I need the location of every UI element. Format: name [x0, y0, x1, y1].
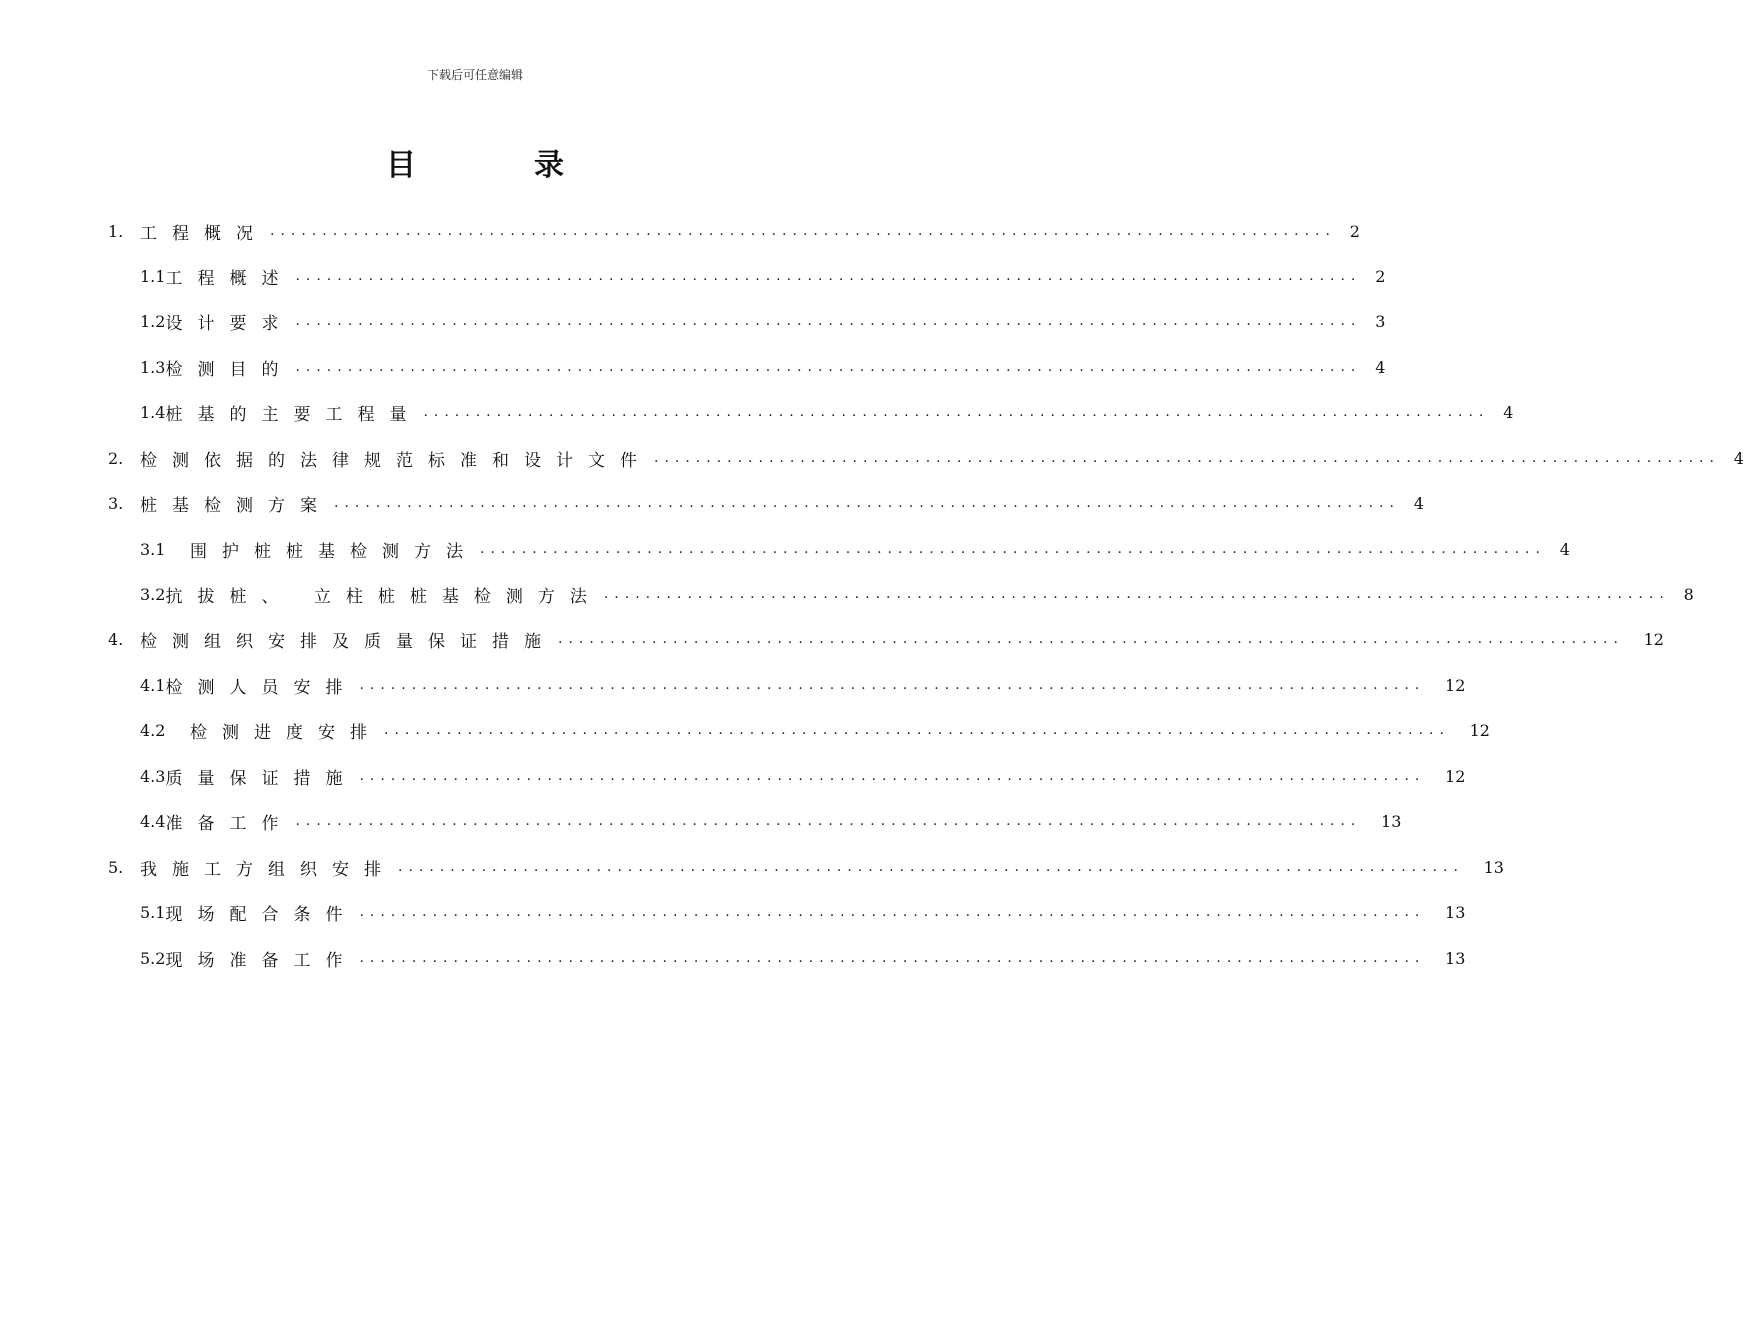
- toc-entry[interactable]: [140, 943, 1466, 973]
- toc-entry-number: 5.2: [140, 948, 166, 968]
- toc-entry-number: 5.: [108, 857, 124, 877]
- toc-entry-page: 12: [1445, 675, 1466, 695]
- toc-entry[interactable]: [140, 397, 1514, 427]
- toc-entry-leader: ......................................................................................................: [295, 313, 1362, 329]
- toc-entry-leader: ......................................................................................................: [359, 950, 1426, 966]
- toc-entry-number: 4.3: [140, 766, 166, 786]
- toc-entry[interactable]: [108, 216, 1360, 246]
- toc-entry-leader: ......................................................................................................: [480, 541, 1546, 557]
- toc-entry-leader: ......................................................................................................: [295, 359, 1362, 375]
- toc-entry-number: 5.1: [140, 902, 166, 922]
- toc-entry-leader: ......................................................................................................: [295, 813, 1362, 829]
- toc-entry[interactable]: [140, 579, 1694, 609]
- toc-entry-page: 13: [1483, 857, 1504, 877]
- toc-entry[interactable]: [108, 852, 1504, 882]
- toc-entry-page: 13: [1445, 948, 1466, 968]
- toc-entry-number: 1.3: [140, 357, 166, 377]
- toc-entry-number: 4.4: [140, 811, 166, 831]
- toc-entry-page: 4: [1559, 539, 1570, 559]
- toc-entry-title: 检测目的: [165, 359, 294, 380]
- toc-entry-title: 检测依据的法律规范标准和设计文件: [140, 450, 652, 471]
- toc-entry-leader: ......................................................................................................: [558, 631, 1624, 647]
- toc-entry-page: 4: [1503, 402, 1514, 422]
- toc-entry-number: 3.1: [140, 539, 166, 559]
- toc-entry-number: 3.2: [140, 584, 166, 604]
- toc-entry-leader: ......................................................................................................: [603, 586, 1670, 602]
- toc-entry-page: 3: [1375, 311, 1386, 331]
- toc-entry-number: 4.1: [140, 675, 166, 695]
- toc-entry-title: 工程概述: [165, 268, 294, 289]
- toc-entry-title: 工程概况: [140, 223, 268, 244]
- toc-entry-page: 4: [1733, 448, 1744, 468]
- toc-entry-title: 现场准备工作: [165, 950, 358, 971]
- toc-entry[interactable]: [140, 670, 1466, 700]
- toc-entry-page: 13: [1445, 902, 1466, 922]
- header-note: 下载后可任意编辑: [426, 68, 523, 82]
- toc-entry-title: 桩基检测方案: [140, 495, 332, 516]
- toc-entry-leader: ......................................................................................................: [654, 450, 1720, 466]
- toc-entry-title: 检测人员安排: [165, 677, 358, 698]
- toc-entry-number: 3.: [108, 493, 124, 513]
- toc-entry-title: 质量保证措施: [165, 768, 358, 789]
- toc-entry-page: 13: [1381, 811, 1402, 831]
- toc-entry-page: 8: [1683, 584, 1694, 604]
- toc-entry-page: 12: [1469, 720, 1490, 740]
- toc-entry-title: 抗拔桩、 立柱桩桩基检测方法: [165, 586, 602, 607]
- toc-entry[interactable]: [108, 488, 1424, 518]
- toc-entry-title: 设计要求: [165, 313, 294, 334]
- toc-entry-title: 桩基的主要工程量: [165, 404, 422, 425]
- toc-entry-number: 1.4: [140, 402, 166, 422]
- toc-entry-number: 1.1: [140, 266, 166, 286]
- toc-entry[interactable]: [140, 715, 1490, 745]
- toc-entry[interactable]: [140, 897, 1466, 927]
- toc-entry-number: 4.: [108, 629, 124, 649]
- toc-entry-leader: ......................................................................................................: [270, 223, 1336, 239]
- toc-entry-leader: ......................................................................................................: [295, 268, 1362, 284]
- toc-entry-page: 2: [1349, 221, 1360, 241]
- toc-entry-page: 12: [1643, 629, 1664, 649]
- toc-entry-page: 4: [1375, 357, 1386, 377]
- toc-entry-page: 4: [1413, 493, 1424, 513]
- toc-entry-leader: ......................................................................................................: [359, 904, 1426, 920]
- toc-entry-leader: ......................................................................................................: [398, 859, 1464, 875]
- toc-entry-leader: ......................................................................................................: [334, 495, 1400, 511]
- toc-entry-leader: ......................................................................................................: [359, 768, 1426, 784]
- toc-entry-title: 我施工方组织安排: [140, 859, 396, 880]
- toc-entry[interactable]: [140, 534, 1570, 564]
- toc-entry-page: 12: [1445, 766, 1466, 786]
- toc-entry[interactable]: [108, 624, 1664, 654]
- toc-entry[interactable]: [140, 306, 1386, 336]
- toc-entry[interactable]: [140, 761, 1466, 791]
- toc-entry-leader: ......................................................................................................: [423, 404, 1490, 420]
- toc-entry-title: 检测组织安排及质量保证措施: [140, 631, 556, 652]
- toc-entry[interactable]: [108, 443, 1744, 473]
- page-title: 目 录: [386, 148, 608, 183]
- toc-entry-number: 4.2: [140, 720, 166, 740]
- toc-entry-title: 围护桩桩基检测方法: [190, 541, 478, 562]
- toc-entry-leader: ......................................................................................................: [359, 677, 1426, 693]
- toc-entry-number: 2.: [108, 448, 124, 468]
- toc-entry[interactable]: [140, 261, 1386, 291]
- toc-entry-title: 现场配合条件: [165, 904, 358, 925]
- toc-entry[interactable]: [140, 352, 1386, 382]
- toc-entry-page: 2: [1375, 266, 1386, 286]
- toc-entry-leader: ......................................................................................................: [384, 722, 1450, 738]
- toc-entry[interactable]: [140, 806, 1402, 836]
- toc-entry-number: 1.: [108, 221, 124, 241]
- toc-entry-title: 准备工作: [165, 813, 294, 834]
- toc-entry-number: 1.2: [140, 311, 166, 331]
- toc-entry-title: 检测进度安排: [190, 722, 382, 743]
